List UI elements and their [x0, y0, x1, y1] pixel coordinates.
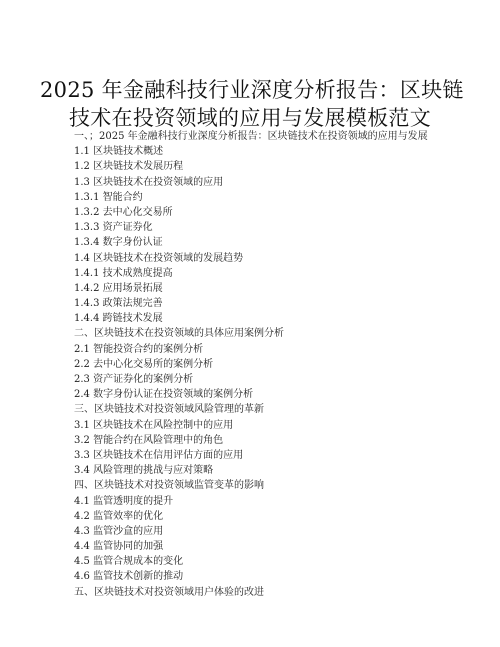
toc-item: 二、区块链技术在投资领域的具体应用案例分析	[74, 328, 284, 340]
toc-item: 2.3 资产证券化的案例分析	[74, 374, 194, 385]
toc-item: 3.1 区块链技术在风险控制中的应用	[74, 419, 234, 431]
toc-item: 4.1 监管透明度的提升	[74, 495, 174, 507]
toc-item: 4.6 监管技术创新的推动	[74, 571, 184, 583]
toc-item: 1.1 区块链技术概述	[74, 146, 164, 158]
toc-item: 1.3.2 去中心化交易所	[74, 206, 173, 218]
title-line-1: 2025 年金融科技行业深度分析报告：区块链	[40, 78, 464, 102]
toc-item: 1.2 区块链技术发展历程	[74, 161, 184, 173]
toc-item: 3.4 风险管理的挑战与应对策略	[74, 465, 214, 477]
toc-item: 2.4 数字身份认证在投资领域的案例分析	[74, 389, 254, 401]
toc-item: 4.4 监管协同的加强	[74, 541, 164, 553]
toc-item: 4.3 监管沙盒的应用	[74, 525, 164, 537]
toc-item: 五、区块链技术对投资领域用户体验的改进	[74, 586, 264, 598]
document-title	[40, 76, 464, 132]
title-line-2: 技术在投资领域的应用与发展模板范文	[68, 106, 432, 130]
toc-item: 3.2 智能合约在风险管理中的角色	[74, 434, 224, 446]
toc-item: 2.2 去中心化交易所的案例分析	[74, 358, 214, 370]
toc-item: 一、；2025 年金融科技行业深度分析报告：区块链技术在投资领域的应用与发展	[74, 131, 428, 142]
toc-item: 1.4.3 政策法规完善	[74, 298, 163, 310]
toc-item: 1.4 区块链技术在投资领域的发展趋势	[74, 252, 244, 264]
toc-item: 2.1 智能投资合约的案例分析	[74, 343, 204, 355]
table-of-contents	[74, 129, 484, 600]
toc-item: 3.3 区块链技术在信用评估方面的应用	[74, 449, 244, 461]
toc-item: 1.3 区块链技术在投资领域的应用	[74, 176, 224, 188]
toc-item: 1.4.2 应用场景拓展	[74, 282, 163, 294]
toc-item: 四、区块链技术对投资领域监管变革的影响	[74, 480, 264, 492]
toc-item: 三、区块链技术对投资领域风险管理的革新	[74, 404, 264, 416]
toc-item: 4.2 监管效率的优化	[74, 510, 164, 522]
toc-item: 1.4.4 跨链技术发展	[74, 313, 163, 325]
toc-item: 4.5 监管合规成本的变化	[74, 556, 184, 568]
toc-item: 1.3.4 数字身份认证	[74, 237, 163, 249]
toc-item: 1.3.3 资产证券化	[74, 222, 153, 234]
toc-item: 1.4.1 技术成熟度提高	[74, 267, 173, 279]
toc-item: 1.3.1 智能合约	[74, 191, 143, 203]
